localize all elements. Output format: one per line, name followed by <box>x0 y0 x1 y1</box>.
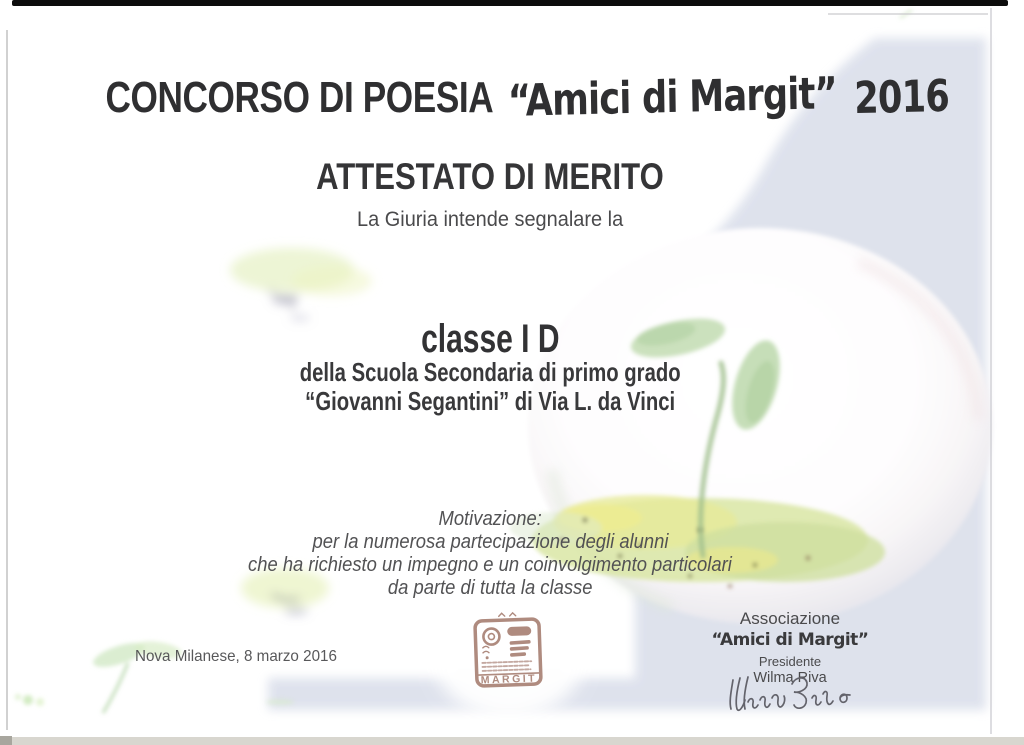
place-date: Nova Milanese, 8 marzo 2016 <box>135 648 337 665</box>
jury-intro: La Giuria intende segnalare la <box>356 208 624 231</box>
scan-border-left <box>6 30 8 730</box>
scan-border-bottom <box>0 737 1024 745</box>
attestato-heading: ATTESTATO DI MERITO <box>316 156 664 197</box>
association-label: Associazione <box>739 609 841 628</box>
president-signature <box>728 672 854 716</box>
recipient-school <box>0 358 980 416</box>
recipient-class: classe I D <box>420 317 560 361</box>
recipient-school-line: della Scuola Secondaria di primo grado <box>299 357 681 387</box>
certificate-title <box>0 68 980 127</box>
title-main: CONCORSO DI POESIA <box>105 73 493 122</box>
scan-border-right <box>990 8 992 734</box>
motivation-line: che ha richiesto un impegno e un coinvolgimento particolari <box>248 554 732 576</box>
motivation-block <box>0 508 980 600</box>
motivation-line: per la numerosa partecipazione degli alunni <box>312 531 668 553</box>
motivation-label: Motivazione: <box>438 508 542 530</box>
association-name: “Amici di Margit” <box>711 630 869 650</box>
margit-stamp <box>469 610 549 696</box>
motivation-line: da parte di tutta la classe <box>387 577 593 599</box>
stamp-text: MARGIT <box>480 672 538 687</box>
watercolor-blob-top <box>230 248 372 321</box>
scan-shadow-top-right <box>828 13 988 15</box>
president-name: Wilma Riva <box>753 670 827 686</box>
title-year: 2016 <box>853 70 950 125</box>
title-brush: “Amici di Margit” <box>507 68 838 127</box>
recipient-school-name: “Giovanni Segantini” di Via L. da Vinci <box>304 386 676 416</box>
president-label: Presidente <box>758 654 822 669</box>
scan-border-bottom-corner <box>0 736 12 745</box>
scan-border-top <box>12 0 1008 6</box>
